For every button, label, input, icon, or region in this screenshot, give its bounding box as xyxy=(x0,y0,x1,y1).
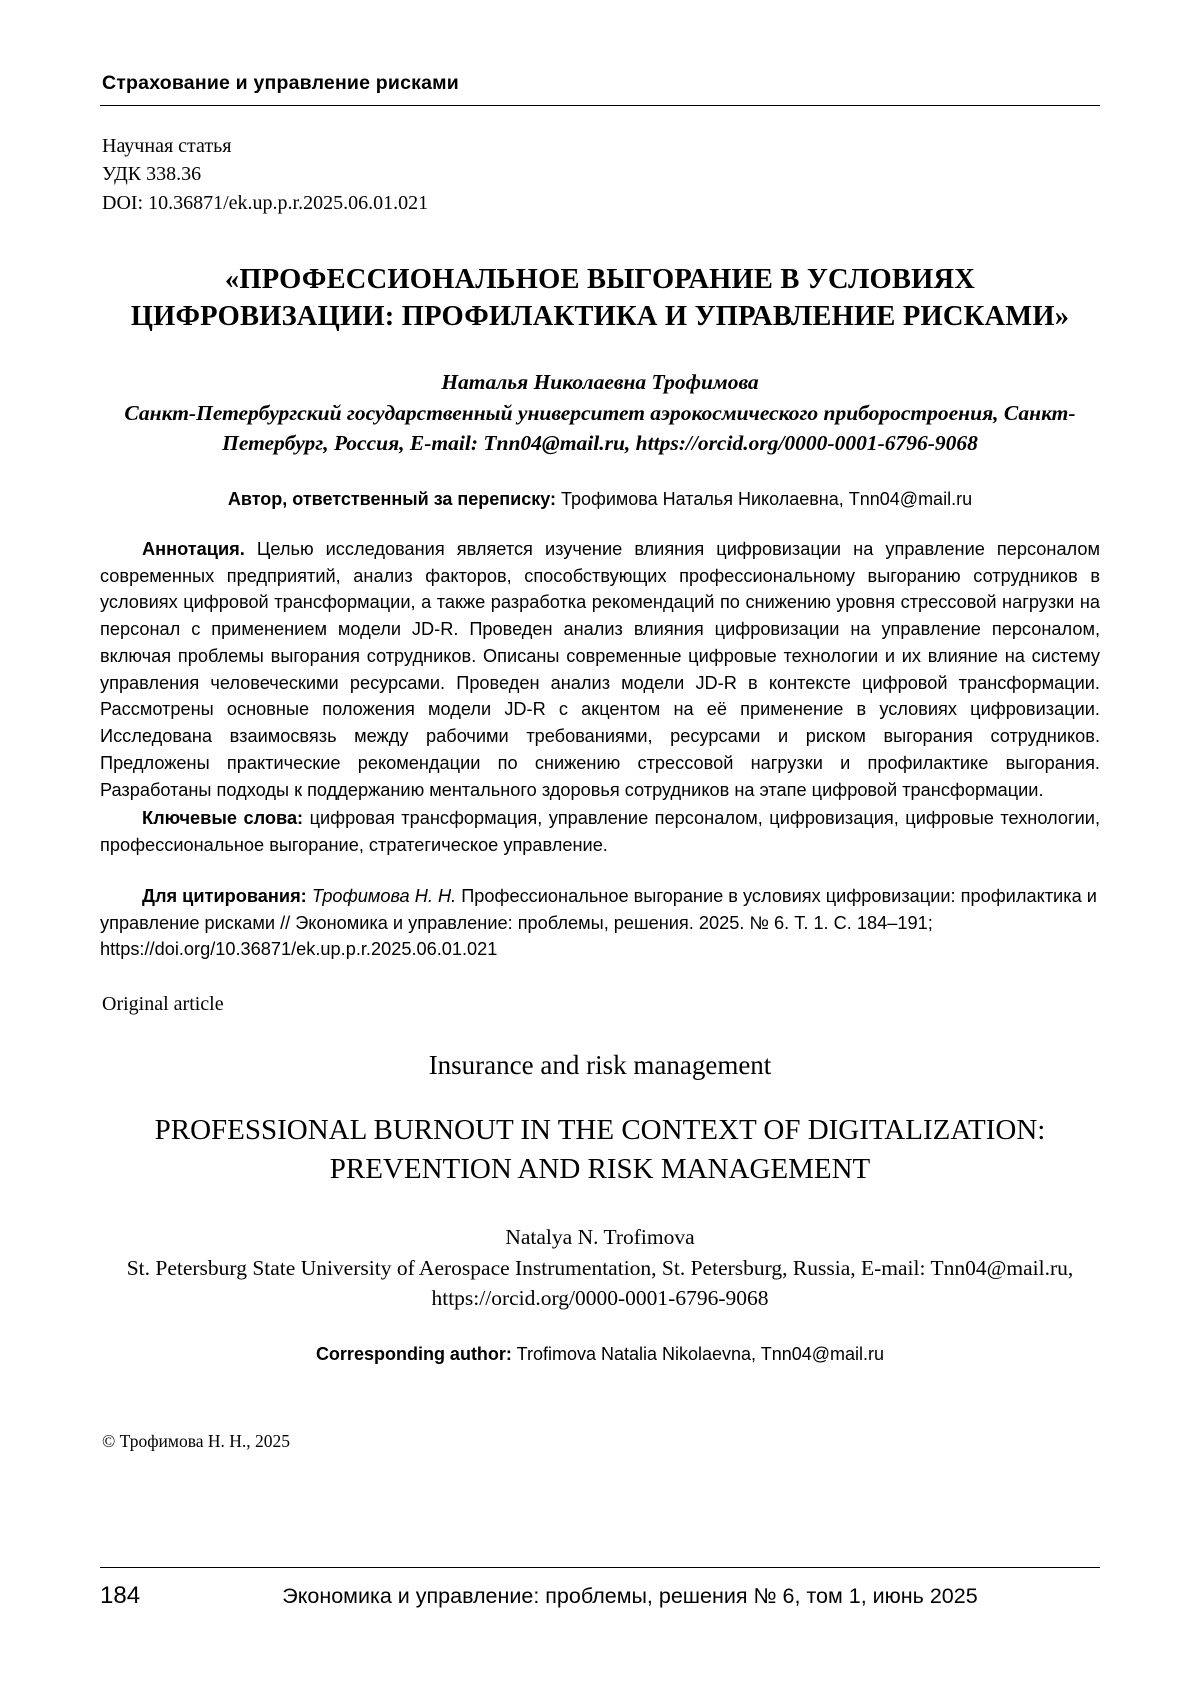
running-head: Страхование и управление рисками xyxy=(102,72,459,94)
citation-paragraph xyxy=(100,883,1100,963)
footer-journal-line: Экономика и управление: проблемы, решения № 6, том 1, июнь 2025 xyxy=(282,1584,978,1608)
affiliation-ru: Санкт-Петербургский государственный университет аэрокосмического приборостроения, Санкт-Петербург, Россия, E-mail: Tnn04@mail.ru, https://orcid.org/0000-0001-6796-9068 xyxy=(124,400,1076,456)
page-footer xyxy=(100,1567,1100,1610)
original-article-label: Original article xyxy=(102,993,224,1016)
corresponding-author-en xyxy=(100,1344,1100,1365)
author-block-en xyxy=(100,1222,1100,1314)
corresponding-author-ru-label: Автор, ответственный за переписку: xyxy=(227,488,557,509)
author-name-en: Natalya N. Trofimova xyxy=(505,1225,695,1250)
article-meta xyxy=(100,132,1100,217)
journal-section-en: Insurance and risk management xyxy=(428,1050,772,1081)
keywords-text: цифровая трансформация, управление персоналом, цифровизация, цифровые технологии, профессиональное выгорание, стратегическое управление. xyxy=(100,808,1100,856)
abstract-label: Аннотация. xyxy=(142,538,245,559)
author-name-ru: Наталья Николаевна Трофимова xyxy=(441,370,759,395)
header-divider xyxy=(100,105,1100,106)
page-title-en: PROFESSIONAL BURNOUT IN THE CONTEXT OF DIGITALIZATION: PREVENTION AND RISK MANAGEMENT xyxy=(154,1114,1046,1185)
corresponding-author-ru-value: Трофимова Наталья Николаевна, Tnn04@mail.ru xyxy=(561,488,973,509)
affiliation-en: St. Petersburg State University of Aerospace Instrumentation, St. Petersburg, Russia, E-mail: Tnn04@mail.ru, https://orcid.org/0000-0001-6796-9068 xyxy=(126,1255,1074,1311)
page-number: 184 xyxy=(100,1582,141,1609)
udk-code: УДК 338.36 xyxy=(102,163,202,186)
citation-text: Профессиональное выгорание в условиях цифровизации: профилактика и управление рисками // Экономика и управление: проблемы, решения. 2025. № 6. Т. 1. С. 184–191; https://doi.org/10.36871/ek.up.p.r.2025.06.01.021 xyxy=(100,885,1097,960)
abstract-text: Целью исследования является изучение влияния цифровизации на управление персоналом современных предприятий, анализ факторов, способствующих профессиональному выгоранию сотрудников в условиях цифровой трансформации, а также разработка рекомендаций по снижению уровня стрессовой нагрузки на персонал с применением модели JD-R. Проведен анализ влияния цифровизации на управление персоналом, включая проблемы выгорания сотрудников. Описаны современные цифровые технологии и их влияние на систему управления человеческими ресурсами. Проведен анализ модели JD-R в контексте цифровой трансформации. Рассмотрены основные положения модели JD-R с акцентом на её применение в условиях цифровизации. Исследована взаимосвязь между рабочими требованиями, ресурсами и риском выгорания сотрудников. Предложены практические рекомендации по снижению стрессовой нагрузки и профилактике выгорания. Разработаны подходы к поддержанию ментального здоровья сотрудников на этапе цифровой трансформации. xyxy=(100,538,1100,800)
footer-divider xyxy=(100,1567,1100,1568)
article-type: Научная статья xyxy=(102,135,232,157)
copyright-notice: © Трофимова Н. Н., 2025 xyxy=(102,1430,291,1451)
citation-author: Трофимова Н. Н. xyxy=(311,885,457,906)
citation-label: Для цитирования: xyxy=(142,885,307,906)
corresponding-author-en-value: Trofimova Natalia Nikolaevna, Tnn04@mail.ru xyxy=(516,1343,885,1364)
author-block-ru xyxy=(100,367,1100,459)
keywords-paragraph xyxy=(100,805,1100,859)
doi-code: DOI: 10.36871/ek.up.p.r.2025.06.01.021 xyxy=(102,191,429,214)
abstract-paragraph xyxy=(100,536,1100,804)
page-title-ru: «ПРОФЕССИОНАЛЬНОЕ ВЫГОРАНИЕ В УСЛОВИЯХ ЦИФРОВИЗАЦИИ: ПРОФИЛАКТИКА И УПРАВЛЕНИЕ РИСКАМИ» xyxy=(130,264,1070,333)
corresponding-author-en-label: Corresponding author: xyxy=(315,1343,512,1364)
keywords-label: Ключевые слова: xyxy=(142,808,304,829)
corresponding-author-ru xyxy=(100,489,1100,510)
